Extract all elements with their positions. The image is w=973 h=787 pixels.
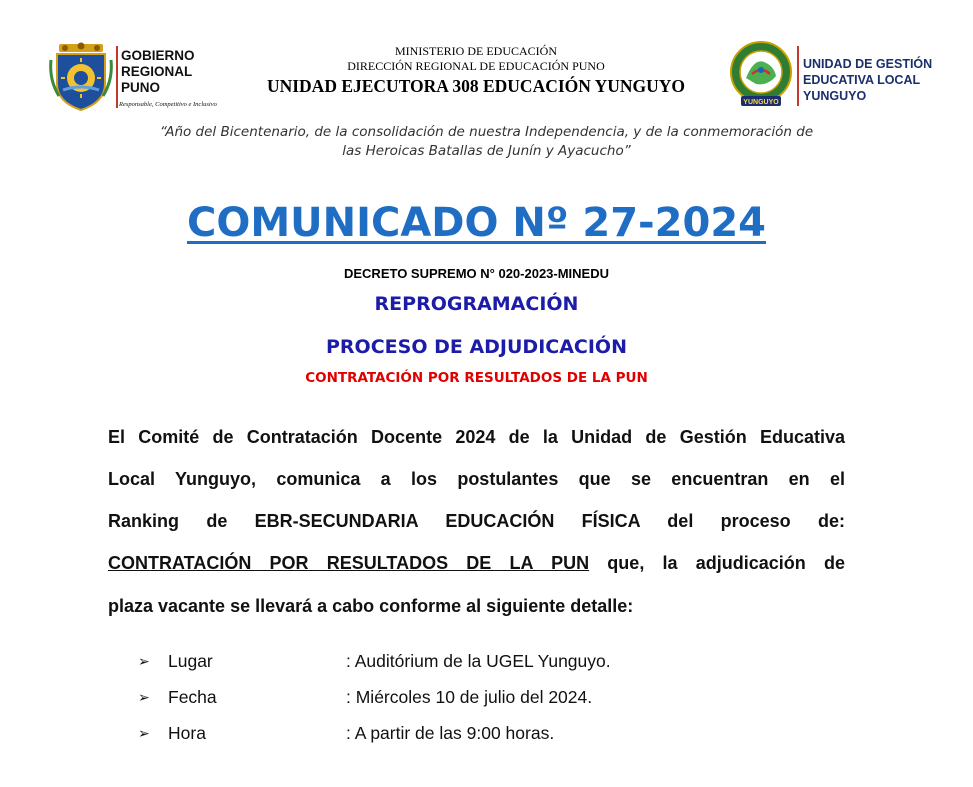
year-slogan-line-1: “Año del Bicentenario, de la consolidación de nuestra Independencia, y de la conmemoración de [159,124,814,140]
detail-value: : Miércoles 10 de julio del 2024. [346,687,593,707]
gobierno-slogan: Responsable, Competitivo e Inclusivo [119,101,217,108]
gobierno-line-2: REGIONAL [121,64,193,79]
header-ministerio: MINISTERIO DE EDUCACIÓN [395,44,557,58]
body-line-4 [108,552,845,574]
body-underlined-phrase: CONTRATACIÓN POR RESULTADOS DE LA PUN [108,553,590,573]
arrow-bullet-icon: ➢ [138,725,150,741]
body-line-3: Ranking de EBR-SECUNDARIA EDUCACIÓN FÍSICA del proceso de: [108,511,845,531]
detail-label: Fecha [168,687,217,707]
ugel-divider [797,46,799,106]
arrow-bullet-icon: ➢ [138,689,150,705]
reprogramacion-heading: REPROGRAMACIÓN [374,293,579,315]
gobierno-line-1: GOBIERNO [121,48,195,63]
year-slogan-line-2: las Heroicas Batallas de Junín y Ayacucho” [342,143,631,159]
detail-label: Hora [168,723,206,743]
body-line-2: Local Yunguyo, comunica a los postulantes que se encuentran en el [108,469,845,489]
ugel-line-3: YUNGUYO [803,89,867,103]
proceso-heading: PROCESO DE ADJUDICACIÓN [326,336,627,358]
contratacion-subheading: CONTRATACIÓN POR RESULTADOS DE LA PUN [305,370,648,386]
ugel-line-1: UNIDAD DE GESTIÓN [803,57,933,71]
gobierno-regional-puno-logo-icon [49,40,113,112]
gobierno-line-3: PUNO [121,80,161,95]
ugel-line-2: EDUCATIVA LOCAL [803,73,921,87]
body-line-1: El Comité de Contratación Docente 2024 de la Unidad de Gestión Educativa [108,427,845,447]
arrow-bullet-icon: ➢ [138,653,150,669]
page-title [150,196,803,250]
ugel-logo-text: YUNGUYO [743,99,779,106]
header-direccion: DIRECCIÓN REGIONAL DE EDUCACIÓN PUNO [347,59,605,73]
detail-value: : A partir de las 9:00 horas. [346,723,555,743]
header-unidad-ejecutora: UNIDAD EJECUTORA 308 EDUCACIÓN YUNGUYO [266,76,686,96]
detail-label: Lugar [168,651,213,671]
decreto-supremo: DECRETO SUPREMO N° 020-2023-MINEDU [343,266,610,281]
body-line-4-rest: que, la adjudicación de [589,553,846,573]
detail-value: : Auditórium de la UGEL Yunguyo. [346,651,611,671]
body-line-5: plaza vacante se llevará a cabo conforme al siguiente detalle: [108,596,634,616]
gobierno-divider [116,46,118,108]
page-title-text: COMUNICADO Nº 27-2024 [186,200,766,246]
ugel-yunguyo-logo-icon [728,40,794,108]
